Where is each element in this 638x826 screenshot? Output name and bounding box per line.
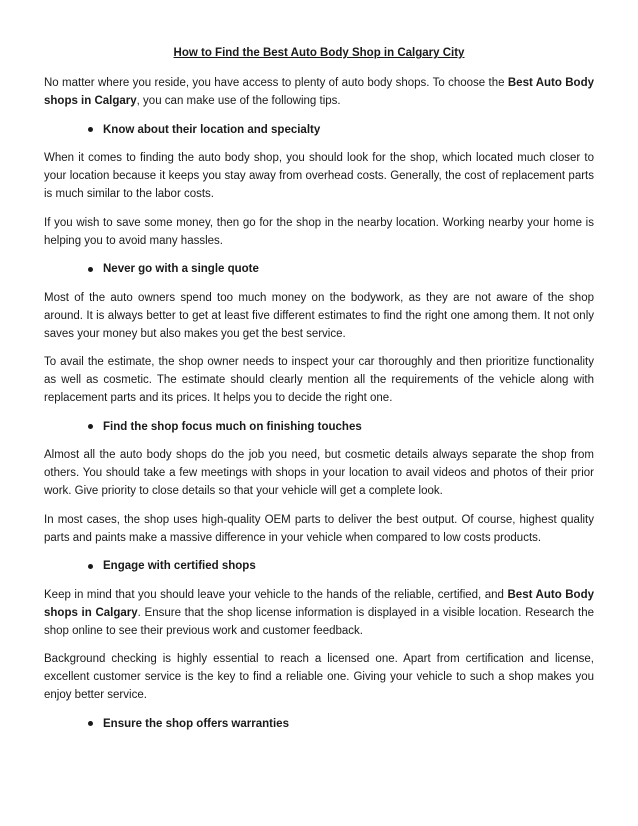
bullet-heading-warranties: [44, 715, 594, 733]
bullet-heading-location: [44, 121, 594, 139]
bullet-heading-text: Find the shop focus much on finishing touches: [103, 420, 362, 433]
paragraph-certified-2: Background checking is highly essential to reach a licensed one. Apart from certification and license, excellent customer service is the key to find a reliable one. Giving your vehicle to such a shop makes you enjoy better service.: [44, 653, 594, 701]
certified-bold-text: Best Auto Body shops in Calgary: [44, 588, 595, 619]
bullet-heading-text: Know about their location and specialty: [103, 123, 321, 136]
bullet-heading-certified: [44, 557, 594, 575]
certified-text-end: . Ensure that the shop license information is displayed in a visible location. Research the shop online to see their previous work and customer feedback.: [44, 606, 594, 637]
bullet-dot-icon: [88, 564, 93, 569]
certified-text: Keep in mind that you should leave your vehicle to the hands of the reliable, certified, and: [44, 588, 508, 601]
intro-paragraph: [44, 74, 594, 110]
paragraph-location-1: When it comes to finding the auto body shop, you should look for the shop, which located much closer to your location because it keeps you stay away from overhead costs. Generally, the cost of replacement parts is much similar to the labor costs.: [44, 152, 594, 200]
intro-bold-link-text: Best Auto Body shops in Calgary: [44, 77, 594, 107]
bullet-dot-icon: [88, 267, 93, 272]
intro-text-end: , you can make use of the following tips.: [136, 95, 341, 107]
paragraph-finishing-1: Almost all the auto body shops do the job you need, but cosmetic details always separate the shop from others. You should take a few meetings with shops in your location to avail videos and photos of their prior work. Give priority to close details so that your vehicle will get a complete look.: [44, 449, 594, 497]
bullet-heading-text: Never go with a single quote: [103, 263, 259, 275]
bullet-dot-icon: [88, 721, 93, 726]
paragraph-certified-1: [44, 586, 594, 640]
bullet-dot-icon: [88, 424, 93, 429]
intro-text: No matter where you reside, you have access to plenty of auto body shops. To choose the: [44, 77, 508, 89]
document-title: How to Find the Best Auto Body Shop in Calgary City: [173, 47, 465, 59]
paragraph-finishing-2: In most cases, the shop uses high-quality OEM parts to deliver the best output. Of course, highest quality parts and paints make a massive difference in your vehicle when compared to low costs products.: [44, 513, 594, 544]
bullet-heading-finishing: [44, 418, 594, 436]
paragraph-quote-1: Most of the auto owners spend too much money on the bodywork, as they are not aware of the shop around. It is always better to get at least five different estimates to find the right one among them. It not only saves your money but also makes you get the best service.: [44, 291, 594, 340]
bullet-heading-quote: [44, 260, 594, 278]
paragraph-quote-2: To avail the estimate, the shop owner needs to inspect your car thoroughly and then prioritize functionality as well as cosmetic. The estimate should clearly mention all the requirements of the vehicle along with replacement parts and its prices. It helps you to decide the right one.: [44, 356, 594, 404]
bullet-heading-text: Ensure the shop offers warranties: [103, 717, 289, 730]
paragraph-location-2: If you wish to save some money, then go for the shop in the nearby location. Working nearby your home is helping you to avoid many hassles.: [44, 216, 594, 247]
bullet-heading-text: Engage with certified shops: [103, 560, 256, 572]
bullet-dot-icon: [88, 127, 93, 132]
